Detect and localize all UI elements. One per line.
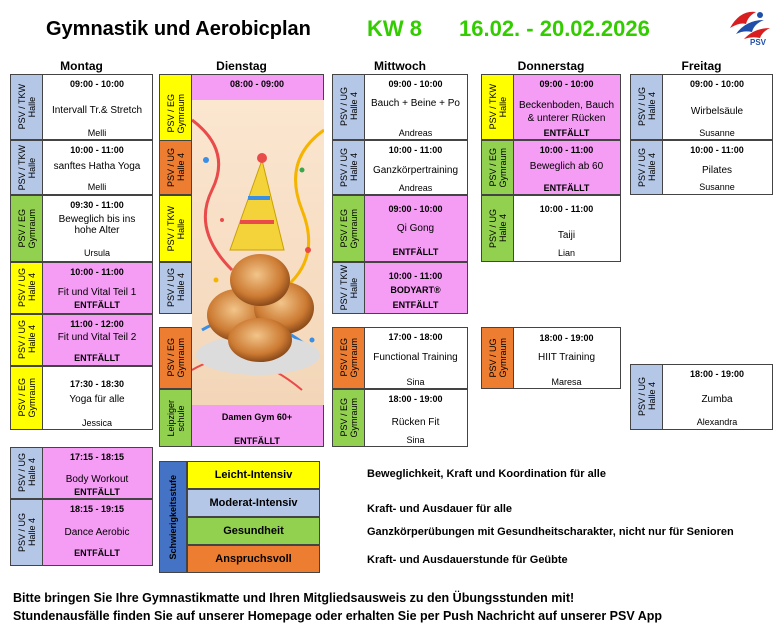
location-tag: PSV / EG Gymraum	[16, 378, 37, 418]
class-time: 17:15 - 18:15	[69, 452, 125, 462]
class-status: ENTFÄLLT	[234, 436, 280, 446]
week-number: KW 8	[367, 16, 422, 41]
location-tag: PSV / TKW Halle	[487, 84, 508, 130]
location-tag: PSV / EG Gymraum	[338, 208, 359, 249]
day-header-monday: Montag	[60, 59, 103, 73]
class-instructor: Maresa	[551, 377, 582, 387]
class-time: 09:00 - 10:00	[539, 79, 594, 89]
class-card	[332, 389, 468, 447]
day-header-tuesday: Dienstag	[216, 59, 267, 73]
class-name: Rücken Fit	[391, 417, 440, 428]
class-card	[159, 327, 192, 389]
day-header-wednesday: Mittwoch	[374, 59, 426, 73]
class-time: 09:00 - 10:00	[388, 79, 443, 89]
class-status: ENTFÄLLT	[392, 300, 439, 310]
class-time: 17:00 - 18:00	[388, 332, 443, 342]
class-time: 10:00 - 11:00	[70, 145, 124, 155]
location-tag: PSV / EG Gymraum	[165, 338, 186, 378]
class-card	[10, 140, 153, 195]
location-tag: PSV / UG Halle 4	[165, 268, 186, 308]
location-tag: PSV / UG Halle 4	[16, 453, 37, 493]
class-instructor: Ursula	[83, 248, 110, 258]
class-name: Ganzkörpertraining	[372, 165, 459, 176]
location-tag: PSV / TKW Halle	[338, 265, 359, 311]
class-card	[630, 74, 773, 140]
class-name: Qi Gong	[396, 223, 435, 234]
class-instructor: Jessica	[81, 418, 112, 428]
class-card	[332, 195, 468, 262]
class-instructor: Susanne	[699, 128, 735, 138]
class-card	[332, 327, 468, 389]
location-tag: PSV / TKW Halle	[165, 205, 186, 252]
location-tag: PSV / UG Halle 4	[16, 320, 37, 360]
class-time: 09:00 - 10:00	[388, 204, 443, 214]
class-instructor: Andreas	[398, 183, 433, 193]
legend-level-leicht: Leicht-Intensiv	[187, 461, 320, 489]
class-card	[481, 74, 621, 140]
class-card	[10, 366, 153, 430]
class-card	[159, 140, 192, 195]
class-status: ENTFÄLLT	[543, 183, 590, 193]
page-title: Gymnastik und Aerobicplan	[46, 18, 311, 40]
class-name: Bauch + Beine + Po	[371, 98, 460, 109]
class-time: 18:15 - 19:15	[69, 504, 125, 514]
class-time: 09:30 - 11:00	[70, 200, 124, 210]
class-time: 09:00 - 10:00	[689, 79, 745, 89]
class-card	[332, 262, 468, 314]
class-name: Fit und Vital Teil 1	[57, 287, 137, 298]
class-name: Functional Training	[373, 352, 458, 363]
class-instructor: Melli	[87, 128, 107, 138]
legend-description: Kraft- und Ausdauerstunde für Geübte	[367, 554, 568, 566]
logo-text: PSV	[750, 38, 767, 46]
class-instructor: Susanne	[699, 182, 735, 192]
location-tag: PSV / EG Gymraum	[338, 398, 359, 438]
day-header-friday: Freitag	[681, 59, 722, 73]
class-name: Taiji	[557, 230, 576, 241]
class-card	[159, 262, 192, 314]
class-instructor: Sina	[406, 435, 425, 445]
class-instructor: Lian	[557, 248, 575, 258]
class-card	[10, 314, 153, 366]
location-tag: PSV / EG Gymraum	[16, 208, 37, 249]
class-card	[481, 327, 621, 389]
class-instructor: Sina	[406, 377, 425, 387]
class-status: ENTFÄLLT	[74, 548, 120, 558]
class-time: 10:00 - 11:00	[388, 271, 443, 281]
class-name: Beweglich bis ins hohe Alter	[58, 214, 136, 236]
class-name: Fit und Vital Teil 2	[57, 332, 137, 343]
class-instructor: Alexandra	[696, 417, 738, 427]
class-name: Beweglich ab 60	[529, 161, 604, 172]
class-time: 10:00 - 11:00	[539, 204, 594, 214]
class-time: 08:00 - 09:00	[229, 79, 285, 89]
location-tag: PSV / EG Gymraum	[338, 338, 359, 378]
location-tag: PSV / UG Halle 4	[338, 147, 359, 187]
location-tag: PSV / UG Halle 4	[338, 87, 359, 127]
class-name: Yoga für alle	[69, 394, 125, 405]
class-time: 11:00 - 12:00	[70, 319, 124, 329]
legend-level-anspruchsvoll: Anspruchsvoll	[187, 545, 320, 573]
class-status: ENTFÄLLT	[74, 487, 120, 497]
legend-level-moderat: Moderat-Intensiv	[187, 489, 320, 517]
location-tag: PSV / UG Halle 4	[636, 377, 657, 417]
legend-title	[159, 461, 187, 573]
class-name: Body Workout	[65, 474, 129, 485]
class-time: 18:00 - 19:00	[689, 369, 745, 379]
legend-description: Ganzkörperübungen mit Gesundheitscharakter, nicht nur für Senioren	[367, 526, 734, 538]
class-time: 10:00 - 11:00	[70, 267, 124, 277]
psv-logo	[726, 6, 776, 46]
location-tag: PSV / UG Halle 4	[636, 87, 657, 127]
location-tag: PSV / UG Halle 4	[487, 208, 508, 248]
legend-title-text: Schwierigkeitsstufe	[168, 474, 178, 560]
location-tag: PSV / EG Gymraum	[165, 94, 186, 134]
class-name: sanftes Hatha Yoga	[53, 161, 141, 172]
class-status: ENTFÄLLT	[392, 247, 439, 257]
class-name: Dance Aerobic	[64, 527, 130, 538]
class-time: 18:00 - 19:00	[539, 333, 594, 343]
location-tag: PSV / UG Halle 4	[16, 512, 37, 552]
class-name: HIIT Training	[537, 352, 596, 363]
class-card	[630, 364, 773, 430]
class-name: Beckenboden, Bauch & unterer Rücken	[518, 100, 615, 124]
class-card	[10, 74, 153, 140]
class-time: 09:00 - 10:00	[69, 79, 125, 89]
class-card	[332, 74, 468, 140]
class-name: Damen Gym 60+	[221, 412, 293, 422]
class-card	[630, 140, 773, 195]
class-card	[159, 195, 192, 262]
footer-note-mat: Bitte bringen Sie Ihre Gymnastikmatte und Ihren Mitgliedsausweis zu den Übungsstunden mit!	[13, 591, 575, 605]
class-time: 10:00 - 11:00	[388, 145, 443, 155]
class-card	[10, 262, 153, 314]
class-name: Zumba	[701, 394, 733, 405]
class-name: Pilates	[701, 165, 732, 176]
location-tag: PSV / TKW Halle	[16, 144, 37, 191]
location-tag: PSV / UG Halle 4	[165, 147, 186, 187]
location-tag: PSV / UG Halle 4	[16, 268, 37, 308]
location-tag: PSV / TKW Halle	[16, 84, 37, 130]
location-tag: PSV / UG Halle 4	[636, 147, 657, 187]
class-name: Intervall Tr.& Stretch	[51, 105, 143, 116]
class-time: 10:00 - 11:00	[690, 145, 744, 155]
class-status: ENTFÄLLT	[74, 300, 120, 310]
class-name: BODYART®	[390, 285, 441, 295]
class-card	[481, 195, 621, 262]
footer-note-cancellations: Stundenausfälle finden Sie auf unserer Homepage oder erhalten Sie per Push Nachricht auf unserer PSV App	[13, 609, 662, 623]
class-time: 18:00 - 19:00	[388, 394, 443, 404]
class-card	[10, 195, 153, 262]
location-tag: Leipziger schule	[165, 399, 186, 437]
class-status: ENTFÄLLT	[74, 353, 120, 363]
class-card	[481, 140, 621, 195]
class-instructor: Melli	[87, 182, 107, 192]
class-card	[10, 447, 153, 499]
location-tag: PSV / EG Gymraum	[487, 147, 508, 188]
class-time: 17:30 - 18:30	[69, 379, 125, 389]
class-status: ENTFÄLLT	[543, 128, 590, 138]
class-name: Wirbelsäule	[690, 106, 744, 117]
class-card	[332, 140, 468, 195]
carnival-doughnuts-image	[192, 100, 324, 405]
date-range: 16.02. - 20.02.2026	[459, 16, 650, 41]
class-instructor: Andreas	[398, 128, 433, 138]
location-tag: PSV / UG Gymraum	[487, 338, 508, 378]
legend-description: Kraft- und Ausdauer für alle	[367, 503, 513, 515]
class-time: 10:00 - 11:00	[539, 145, 594, 155]
legend-description: Beweglichkeit, Kraft und Koordination für alle	[367, 468, 606, 480]
class-card	[10, 499, 153, 566]
legend-level-gesundheit: Gesundheit	[187, 517, 320, 545]
day-header-thursday: Donnerstag	[517, 59, 585, 73]
